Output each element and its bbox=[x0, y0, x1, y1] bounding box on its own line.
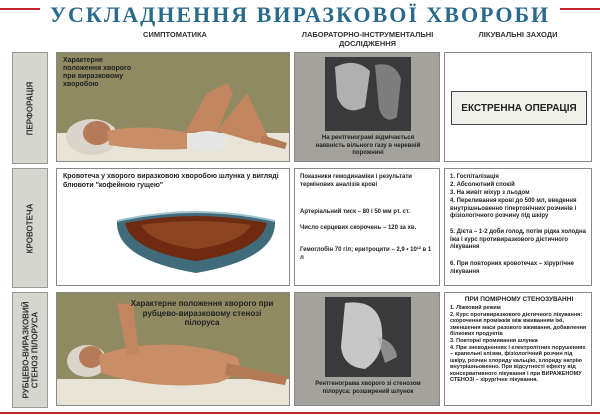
stenosis-treatment-item-4: 4. При зневодненнях і електролітних порушеннях – крапельні клізми, фізіологічний розчин під шкіру, розчин хлориду кальцію, хлориду натрію внутрішньовенно. При відсутності ефекту від консервативного лікування і при ВИРАЖЕНОМУ СТЕНОЗІ – хірургічне лікування. bbox=[450, 345, 586, 384]
stenosis-label-line2: СТЕНОЗ ПІЛОРУСА bbox=[30, 311, 39, 389]
stenosis-lab-panel bbox=[294, 292, 440, 406]
stenosis-treatment-item-1: 1. Ліжковий режим bbox=[450, 305, 501, 311]
perforation-treatment-box bbox=[451, 91, 587, 125]
page-title: УСКЛАДНЕННЯ ВИРАЗКОВОЇ ХВОРОБИ bbox=[49, 2, 551, 27]
bottom-rule bbox=[0, 412, 600, 414]
bleeding-treatment-panel bbox=[444, 168, 592, 286]
column-symptoms: СИМПТОМАТИКА bbox=[143, 30, 207, 39]
perforation-lab-panel bbox=[294, 52, 440, 162]
stenosis-treatment-panel bbox=[444, 292, 592, 406]
perforation-symptom-panel bbox=[56, 52, 290, 162]
bleeding-treatment-item-1: 1. Госпіталізація bbox=[450, 174, 499, 180]
xray-gas-shadow bbox=[325, 57, 411, 131]
column-lab-line1: ЛАБОРАТОРНО-ІНСТРУМЕНТАЛЬНІ bbox=[301, 30, 434, 39]
emergency-operation-text: ЕКСТРЕННА ОПЕРАЦІЯ bbox=[461, 102, 577, 114]
column-lab bbox=[295, 30, 440, 48]
perforation-symptom-text: Характерне положення хворого при виразковому хворобою bbox=[63, 57, 132, 88]
bleeding-treatment-item-5: 5. Дієта – 1-2 доби голод, потім рідка холодна їжа і курс противиразкового дієтичного лікування bbox=[450, 229, 586, 250]
bleeding-treatment-item-6: 6. При повторних кровотечах – хірургічне лікування bbox=[450, 261, 574, 275]
row-label-perforation: ПЕРФОРАЦІЯ bbox=[12, 52, 48, 164]
bleeding-lab-item-3: Число серцевих скорочень – 120 за хв. bbox=[300, 225, 417, 231]
bleeding-lab-item-2: Артеріальний тиск – 80 і 50 мм рт. ст. bbox=[300, 209, 410, 215]
column-treatment: ЛІКУВАЛЬНІ ЗАХОДИ bbox=[478, 30, 558, 39]
row-label-bleeding: КРОВОТЕЧА bbox=[12, 168, 48, 288]
perforation-xray-image bbox=[325, 57, 411, 131]
stenosis-symptom-panel bbox=[56, 292, 290, 406]
row-label-stenosis bbox=[12, 292, 48, 408]
perforation-treatment-panel bbox=[444, 52, 592, 162]
xray-stomach-shadow bbox=[325, 297, 411, 377]
perforation-xray-caption: На рентгенограмі відмічається наявність вільного газу в черевній порожнині bbox=[315, 135, 421, 156]
bleeding-treatment-item-3: 3. На живіт міхур з льодом bbox=[450, 190, 530, 196]
bleeding-lab-item-1: Показники гемодинаміки і результати термінових аналізів крові bbox=[300, 174, 412, 188]
bleeding-symptom-panel bbox=[56, 168, 290, 286]
bleeding-treatment-item-2: 2. Абсолютний спокій bbox=[450, 182, 515, 188]
stenosis-treatment-item-3: 3. Повторні промивання шлунка bbox=[450, 338, 538, 344]
stenosis-treatment-title: ПРИ ПОМІРНОМУ СТЕНОЗУВАННІ bbox=[464, 296, 574, 303]
kidney-basin-illustration bbox=[111, 199, 281, 279]
stenosis-xray-caption: Рентгенограма хворого зі стенозом пілоруса: розширений шлунок bbox=[315, 381, 421, 395]
stenosis-xray-image bbox=[325, 297, 411, 377]
stenosis-label-line1: РУБЦЕВО-ВИРАЗКОВИЙ bbox=[21, 301, 30, 399]
bleeding-lab-panel bbox=[294, 168, 440, 286]
bleeding-lab-item-4: Гемоглобін 70 г/л; еритроцити – 2,9 • 10¹² в 1 л bbox=[300, 247, 432, 261]
stenosis-treatment-item-2: 2. Курс противиразкового дієтичного лікування: скорочення проміжків між вживанням їжі, зменшення маси разового вживання, добавлення білкових продуктів bbox=[450, 312, 587, 338]
bleeding-symptom-text: Кровотеча у хворого виразковою хворобою шлунка у вигляді блювоти "кофейною гущею" bbox=[63, 173, 279, 189]
bleeding-treatment-item-4: 4. Переливання крові до 500 мл, введення внутрішньовенно гіпертонічних розчинів і фізіологічного розчину під шкіру bbox=[450, 198, 577, 219]
stenosis-symptom-text: Характерне положення хворого при рубцево-виразковому стенозі пілоруса bbox=[130, 299, 274, 327]
column-lab-line2: ДОСЛІДЖЕННЯ bbox=[338, 39, 397, 48]
